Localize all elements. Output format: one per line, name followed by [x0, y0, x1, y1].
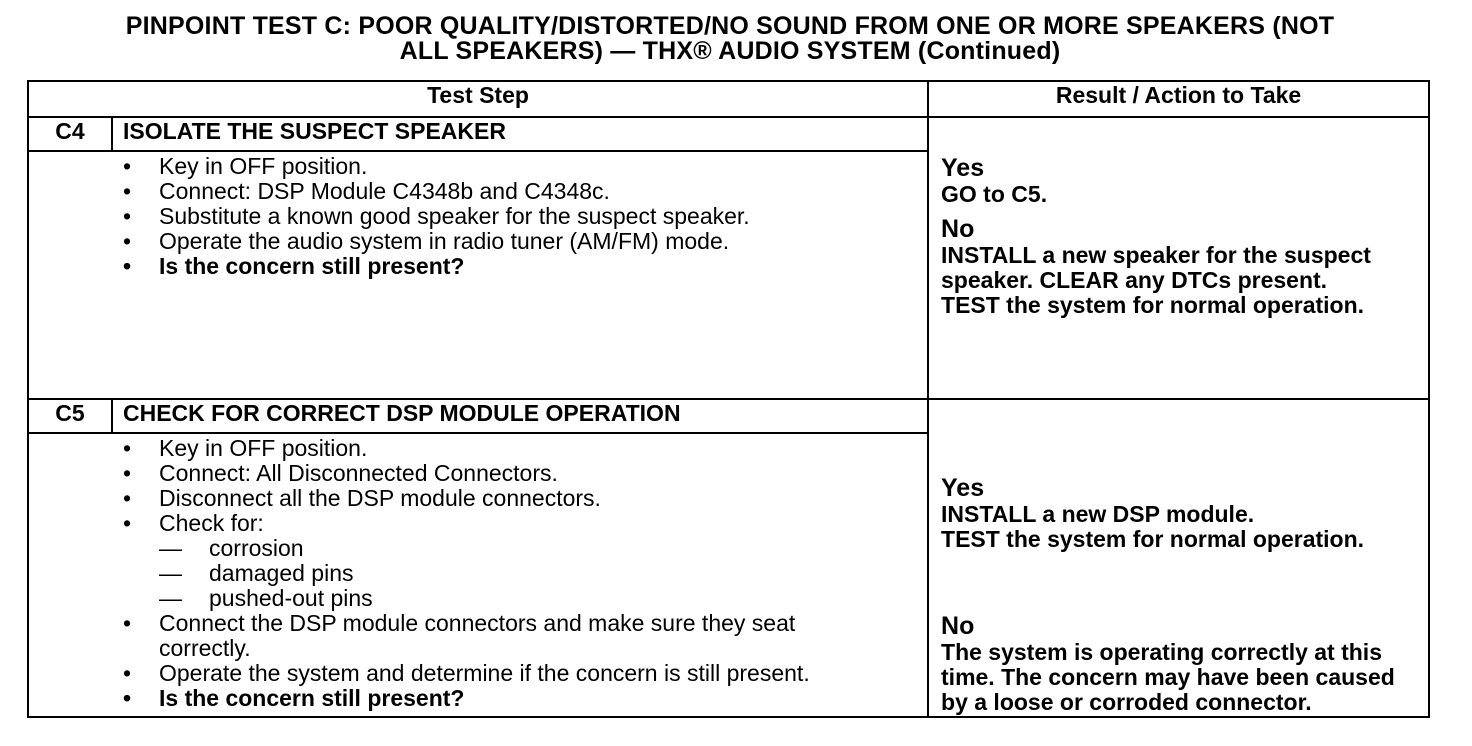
- title-line-1: PINPOINT TEST C: POOR QUALITY/DISTORTED/NO SOUND FROM ONE OR MORE SPEAKERS (NOT: [125, 12, 1335, 40]
- yes-text-c5-line1: INSTALL a new DSP module.: [941, 501, 1255, 527]
- list-item: • Is the concern still present?: [123, 685, 465, 711]
- table-header-row: [28, 81, 1429, 117]
- list-item: correctly.: [159, 635, 251, 661]
- step-title-c5: CHECK FOR CORRECT DSP MODULE OPERATION: [112, 399, 928, 433]
- no-text-c5-line2: time. The concern may have been caused: [941, 664, 1395, 690]
- step-body-c5: [28, 433, 928, 717]
- step-row-c4: [28, 117, 1429, 151]
- list-item: • Connect: All Disconnected Connectors.: [123, 460, 558, 486]
- page-title: [30, 14, 1430, 64]
- yes-label-c4: Yes: [941, 154, 985, 182]
- step-id-c4: C4: [28, 117, 112, 151]
- no-text-c5-line1: The system is operating correctly at this: [941, 639, 1382, 665]
- step-title-c4: ISOLATE THE SUSPECT SPEAKER: [112, 117, 928, 151]
- yes-text-c4: GO to C5.: [941, 181, 1048, 207]
- list-item: — damaged pins: [159, 560, 354, 586]
- no-label-c4: No: [941, 215, 975, 243]
- list-item: • Connect the DSP module connectors and make sure they seat: [123, 610, 796, 636]
- list-item: • Is the concern still present?: [123, 253, 465, 279]
- step-id-c5: C5: [28, 399, 112, 433]
- pinpoint-test-table: [27, 80, 1430, 718]
- list-item: • Operate the system and determine if the concern is still present.: [123, 660, 810, 686]
- list-item: • Operate the audio system in radio tuner (AM/FM) mode.: [123, 228, 730, 254]
- result-cell-c4: [928, 117, 1429, 399]
- step-body-c4: [28, 151, 928, 399]
- list-item: • Check for:: [123, 510, 264, 536]
- header-result: Result / Action to Take: [928, 81, 1429, 117]
- no-text-c4-line3: TEST the system for normal operation.: [941, 292, 1365, 318]
- step-row-c5: [28, 399, 1429, 433]
- no-text-c4-line2: speaker. CLEAR any DTCs present.: [941, 267, 1328, 293]
- yes-text-c5-line2: TEST the system for normal operation.: [941, 526, 1365, 552]
- list-item: • Substitute a known good speaker for the suspect speaker.: [123, 203, 750, 229]
- list-item: — pushed-out pins: [159, 585, 373, 611]
- list-item: • Connect: DSP Module C4348b and C4348c.: [123, 178, 610, 204]
- header-test-step: Test Step: [28, 81, 928, 117]
- no-text-c5-line3: by a loose or corroded connector.: [941, 689, 1312, 715]
- list-item: • Disconnect all the DSP module connectors.: [123, 485, 601, 511]
- no-text-c4-line1: INSTALL a new speaker for the suspect: [941, 242, 1371, 268]
- goto-ref-c5: C5: [1011, 181, 1041, 207]
- title-line-2: ALL SPEAKERS) — THX® AUDIO SYSTEM (Continued): [399, 37, 1061, 65]
- list-item: — corrosion: [159, 535, 304, 561]
- list-item: • Key in OFF position.: [123, 153, 368, 179]
- no-label-c5: No: [941, 612, 975, 640]
- list-item: • Key in OFF position.: [123, 435, 368, 461]
- result-cell-c5: [928, 399, 1429, 717]
- yes-label-c5: Yes: [941, 474, 985, 502]
